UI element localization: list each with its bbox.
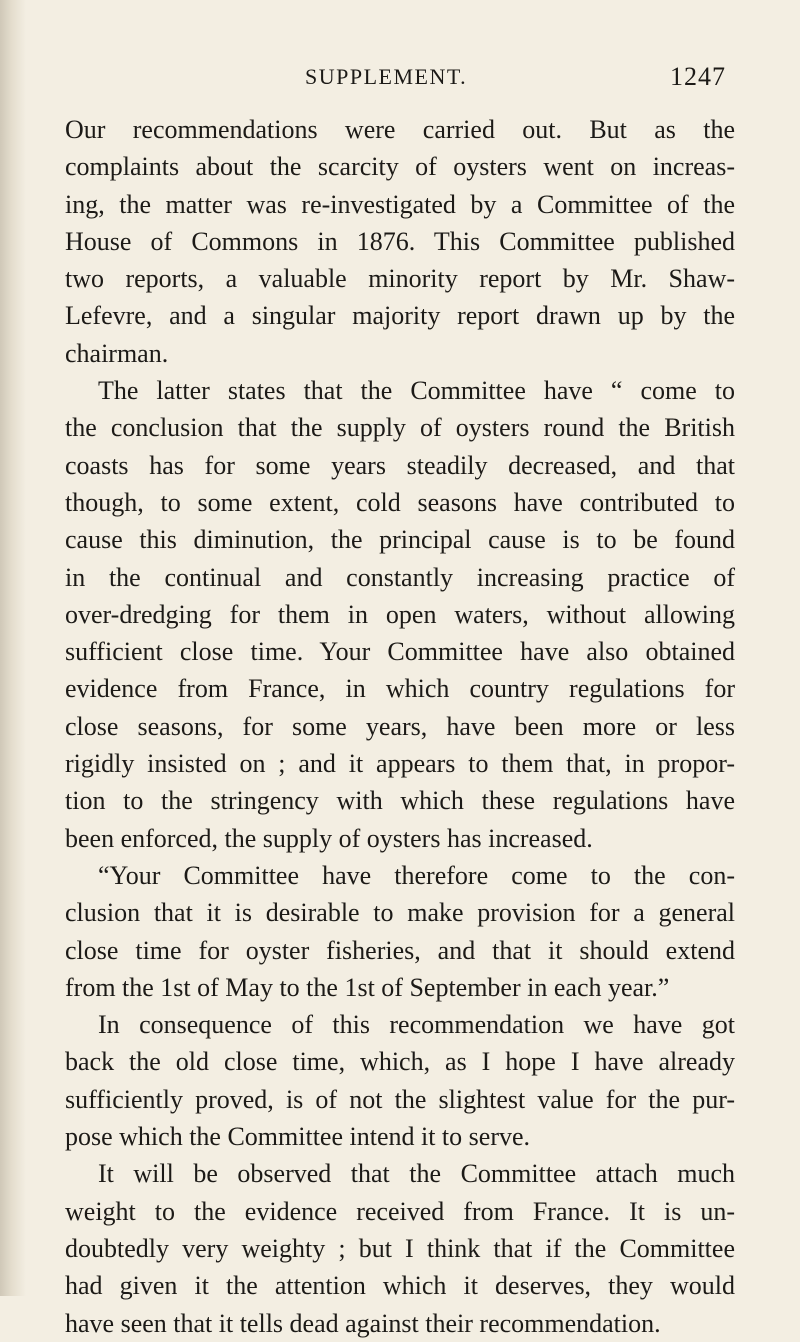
text-line: been enforced, the supply of oysters has increased. [65, 823, 593, 853]
text-line: close time for oyster fisheries, and that it should extend [65, 935, 735, 965]
text-line: ing, the matter was re-investigated by a Committee of the [65, 189, 735, 219]
text-line: sufficiently proved, is of not the slightest value for the pur- [65, 1084, 735, 1114]
text-line: “Your Committee have therefore come to the con- [98, 860, 735, 890]
text-line: clusion that it is desirable to make provision for a general [65, 898, 735, 928]
text-line: House of Commons in 1876. This Committee published [65, 226, 735, 256]
text-line: in the continual and constantly increasing practice of [65, 562, 735, 592]
text-line: Lefevre, and a singular majority report drawn up by the [65, 301, 735, 331]
text-line: close seasons, for some years, have been more or less [65, 711, 735, 741]
text-line: over-dredging for them in open waters, without allowing [65, 599, 735, 629]
text-line: two reports, a valuable minority report by Mr. Shaw- [65, 264, 735, 294]
text-line: from the 1st of May to the 1st of September in each year.” [65, 972, 670, 1002]
text-line: In consequence of this recommendation we have got [98, 1010, 735, 1040]
text-line: rigidly insisted on ; and it appears to them that, in propor- [65, 749, 735, 779]
text-line: had given it the attention which it deserves, they would [65, 1271, 735, 1301]
text-line: the conclusion that the supply of oysters round the British [65, 413, 735, 443]
text-line: pose which the Committee intend it to serve. [65, 1122, 531, 1152]
text-line: back the old close time, which, as I hope I have already [65, 1047, 735, 1077]
page-number: 1247 [670, 62, 726, 91]
text-line: tion to the stringency with which these regulations have [65, 786, 735, 816]
text-line: It will be observed that the Committee attach much [98, 1159, 735, 1189]
text-line: evidence from France, in which country regulations for [65, 674, 735, 704]
text-line: doubtedly very weighty ; but I think that if the Committee [65, 1233, 735, 1263]
text-line: cause this diminution, the principal cause is to be found [65, 525, 735, 555]
running-title: SUPPLEMENT. [305, 64, 468, 89]
text-line: coasts has for some years steadily decreased, and that [65, 450, 735, 480]
text-line: The latter states that the Committee have “ come to [98, 376, 735, 406]
text-line: have seen that it tells dead against their recommendation. [65, 1308, 661, 1338]
text-line: Our recommendations were carried out. But as the [65, 115, 735, 144]
text-line: chairman. [65, 338, 169, 368]
body-text [65, 111, 735, 1342]
text-line: though, to some extent, cold seasons have contributed to [65, 487, 735, 517]
text-line: complaints about the scarcity of oysters went on increas- [65, 152, 735, 182]
page-header [0, 62, 800, 98]
text-line: sufficient close time. Your Committee have also obtained [65, 637, 735, 667]
page-gutter-shadow [0, 0, 26, 1296]
text-line: weight to the evidence received from France. It is un- [65, 1196, 735, 1226]
